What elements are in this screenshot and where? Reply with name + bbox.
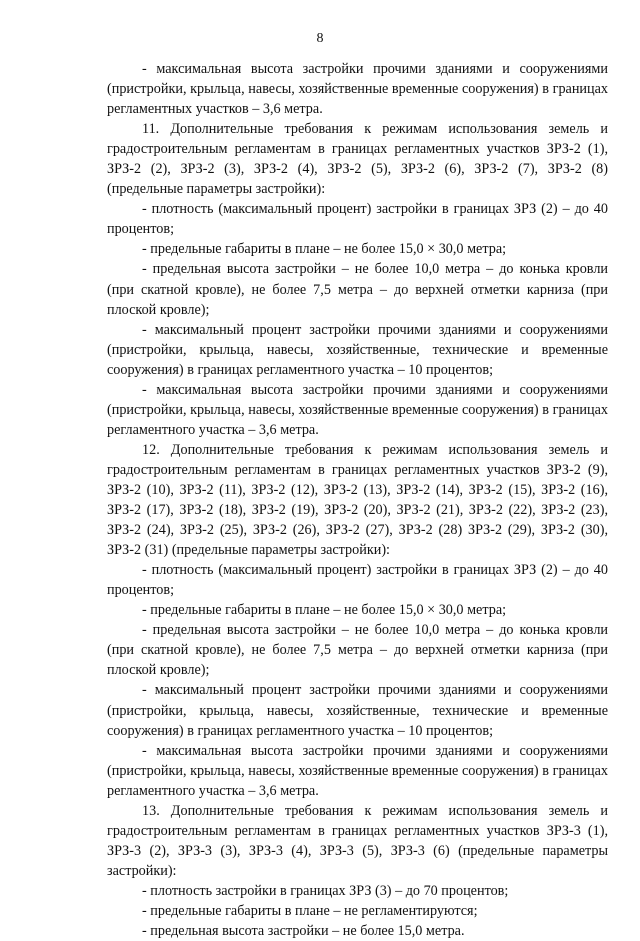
section-11-other-buildings-percent: - максимальный процент застройки прочими зданиями и сооружениями (пристройки, крыльца, навесы, хозяйственные, технические и временные сооружения) в границах регламентного участка – 10 процентов;	[107, 321, 608, 378]
section-13-heading: 13. Дополнительные требования к режимам использования земель и градостроительным регламентам в границах регламентных участков ЗРЗ-3 (1), ЗРЗ-3 (2), ЗРЗ-3 (3), ЗРЗ-3 (4), ЗРЗ-3 (5), ЗРЗ-3 (6) (предельные параметры застройки):	[107, 802, 608, 879]
section-11-dimensions: - предельные габариты в плане – не более 15,0 × 30,0 метра;	[142, 241, 507, 258]
section-12-heading: 12. Дополнительные требования к режимам использования земель и градостроительным регламентам в границах регламентных участков ЗРЗ-2 (9), ЗРЗ-2 (10), ЗРЗ-2 (11), ЗРЗ-2 (12), ЗРЗ-2 (13), ЗРЗ-2 (14), ЗРЗ-2 (15), ЗРЗ-2 (16), ЗРЗ-2 (17), ЗРЗ-2 (18), ЗРЗ-2 (19), ЗРЗ-2 (20), ЗРЗ-2 (21), ЗРЗ-2 (22), ЗРЗ-2 (23), ЗРЗ-2 (24), ЗРЗ-2 (25), ЗРЗ-2 (26), ЗРЗ-2 (27), ЗРЗ-2 (28) ЗРЗ-2 (29), ЗРЗ-2 (30), ЗРЗ-2 (31) (предельные параметры застройки):	[107, 441, 608, 559]
section-13-dimensions: - предельные габариты в плане – не регламентируются;	[142, 902, 478, 919]
section-12-other-buildings-height: - максимальная высота застройки прочими зданиями и сооружениями (пристройки, крыльца, навесы, хозяйственные временные сооружения) в границах регламентного участка – 3,6 метра.	[107, 742, 608, 799]
section-12-density: - плотность (максимальный процент) застройки в границах ЗРЗ (2) – до 40 процентов;	[107, 562, 608, 599]
section-11-heading: 11. Дополнительные требования к режимам использования земель и градостроительным регламентам в границах регламентных участков ЗРЗ-2 (1), ЗРЗ-2 (2), ЗРЗ-2 (3), ЗРЗ-2 (4), ЗРЗ-2 (5), ЗРЗ-2 (6), ЗРЗ-2 (7), ЗРЗ-2 (8) (предельные параметры застройки):	[107, 121, 608, 198]
section-11-other-buildings-height: - максимальная высота застройки прочими зданиями и сооружениями (пристройки, крыльца, навесы, хозяйственные временные сооружения) в границах регламентного участка – 3,6 метра.	[107, 381, 608, 438]
paragraph-max-height-prior: - максимальная высота застройки прочими зданиями и сооружениями (пристройки, крыльца, навесы, хозяйственные временные сооружения) в границах регламентных участков – 3,6 метра.	[107, 61, 608, 118]
page-number: 8	[316, 31, 324, 46]
section-12-other-buildings-percent: - максимальный процент застройки прочими зданиями и сооружениями (пристройки, крыльца, навесы, хозяйственные, технические и временные сооружения) в границах регламентного участка – 10 процентов;	[107, 682, 608, 739]
section-11-max-height: - предельная высота застройки – не более 10,0 метра – до конька кровли (при скатной кровле), не более 7,5 метра – до верхней отметки карниза (при плоской кровле);	[107, 261, 608, 318]
section-13-max-height: - предельная высота застройки – не более 15,0 метра.	[142, 923, 465, 940]
section-12-dimensions: - предельные габариты в плане – не более 15,0 × 30,0 метра;	[142, 602, 507, 619]
document-body	[107, 59, 608, 941]
section-13-density: - плотность застройки в границах ЗРЗ (3) – до 70 процентов;	[142, 882, 509, 899]
section-11-density: - плотность (максимальный процент) застройки в границах ЗРЗ (2) – до 40 процентов;	[107, 201, 608, 238]
section-12-max-height: - предельная высота застройки – не более 10,0 метра – до конька кровли (при скатной кровле), не более 7,5 метра – до верхней отметки карниза (при плоской кровле);	[107, 622, 608, 679]
